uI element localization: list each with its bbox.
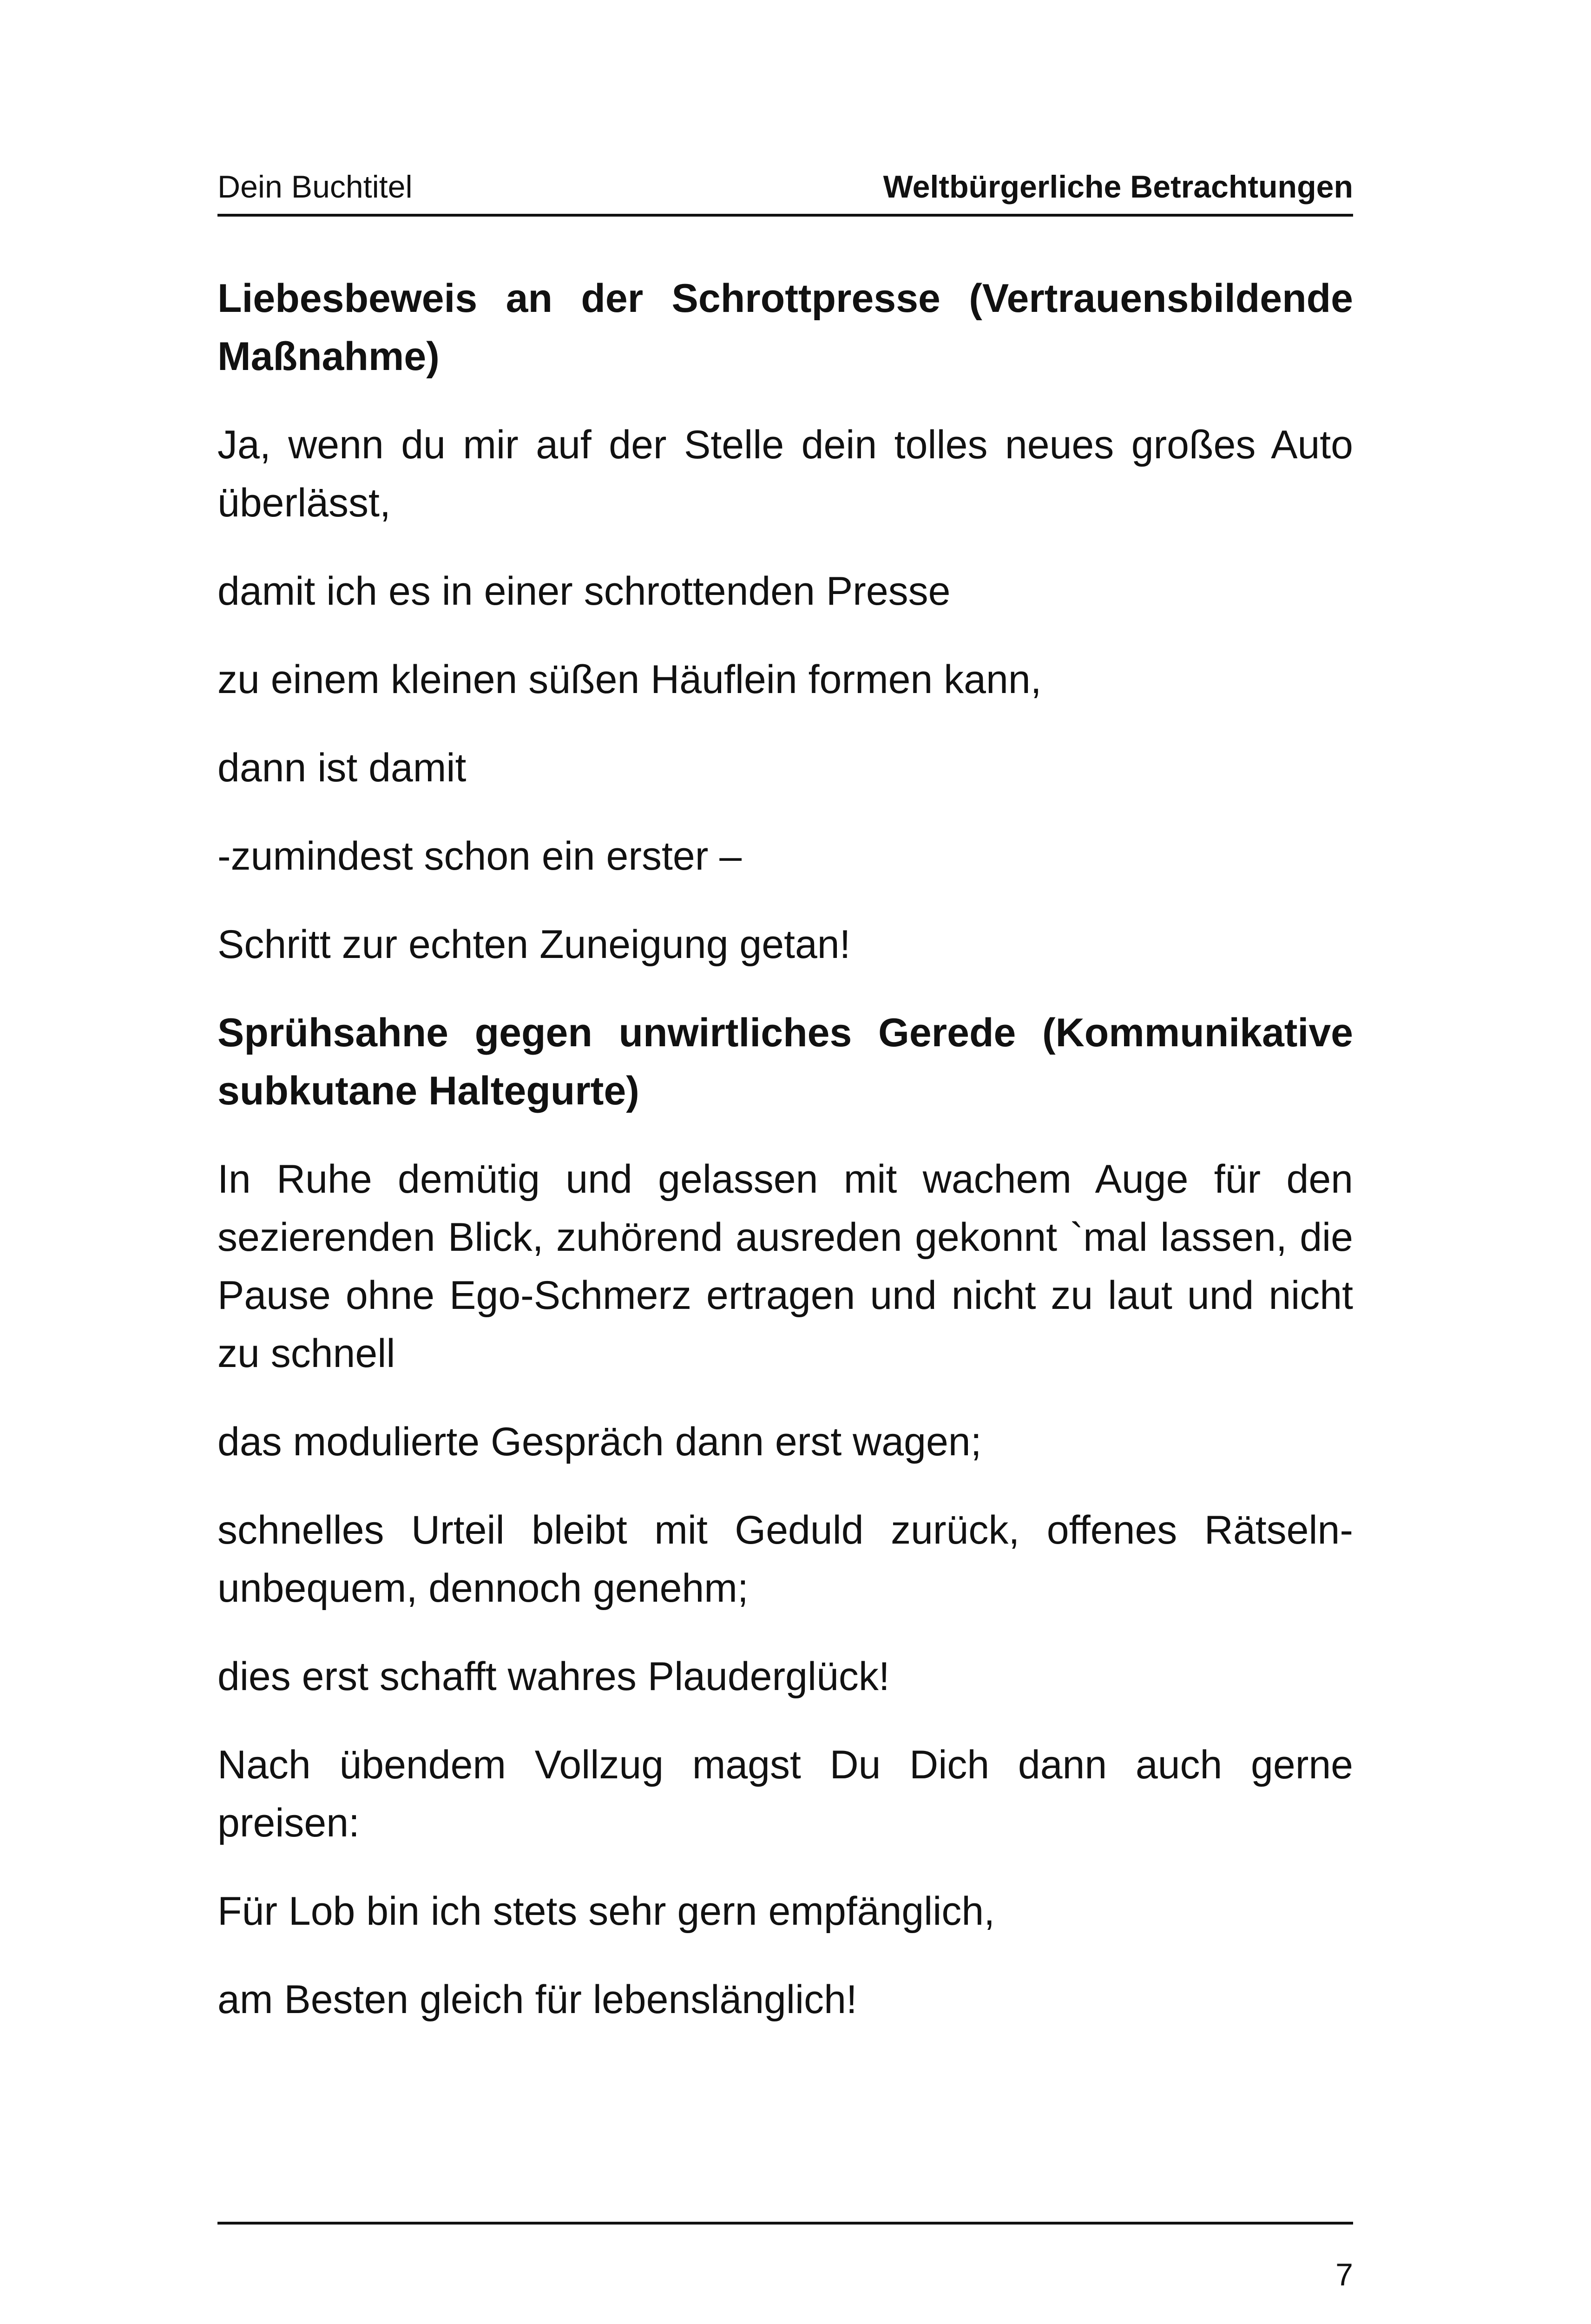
section-heading: Liebesbeweis an der Schrottpresse (Vertrauensbildende Maßnahme) <box>217 276 1353 379</box>
page-number: 7 <box>1335 2257 1353 2292</box>
header-rule <box>217 214 1353 217</box>
poem-line: In Ruhe demütig und gelassen mit wachem Auge für den sezierenden Blick, zuhörend ausreden gekonnt `mal lassen, die Pause ohne Ego-Schmerz ertragen und nicht zu laut und nicht zu schnell <box>217 1157 1353 1376</box>
book-title: Dein Buchtitel <box>217 169 413 205</box>
chapter-title: Weltbürgerliche Betrachtungen <box>883 169 1353 205</box>
poem-line: das modulierte Gespräch dann erst wagen; <box>217 1419 982 1464</box>
poem-line: damit ich es in einer schrottenden Presse <box>217 569 951 614</box>
footer-rule <box>217 2222 1353 2225</box>
poem-line: Ja, wenn du mir auf der Stelle dein tolles neues großes Auto überlässt, <box>217 423 1353 525</box>
poem-line: schnelles Urteil bleibt mit Geduld zurück, offenes Rätseln- unbequem, dennoch genehm; <box>217 1508 1353 1611</box>
page-body <box>217 270 1353 2059</box>
poem-line: Schritt zur echten Zuneigung getan! <box>217 922 851 967</box>
poem-line: am Besten gleich für lebenslänglich! <box>217 1977 857 2022</box>
poem-line: dann ist damit <box>217 746 467 790</box>
poem-line: Nach übendem Vollzug magst Du Dich dann auch gerne preisen: <box>217 1743 1353 1845</box>
poem-line: zu einem kleinen süßen Häuflein formen kann, <box>217 657 1042 702</box>
poem-line: Für Lob bin ich stets sehr gern empfänglich, <box>217 1889 995 1934</box>
poem-line: -zumindest schon ein erster – <box>217 834 742 878</box>
running-header <box>217 162 1353 212</box>
poem-line: dies erst schafft wahres Plauderglück! <box>217 1654 890 1699</box>
section-heading: Sprühsahne gegen unwirtliches Gerede (Kommunikative subkutane Haltegurte) <box>217 1010 1353 1113</box>
